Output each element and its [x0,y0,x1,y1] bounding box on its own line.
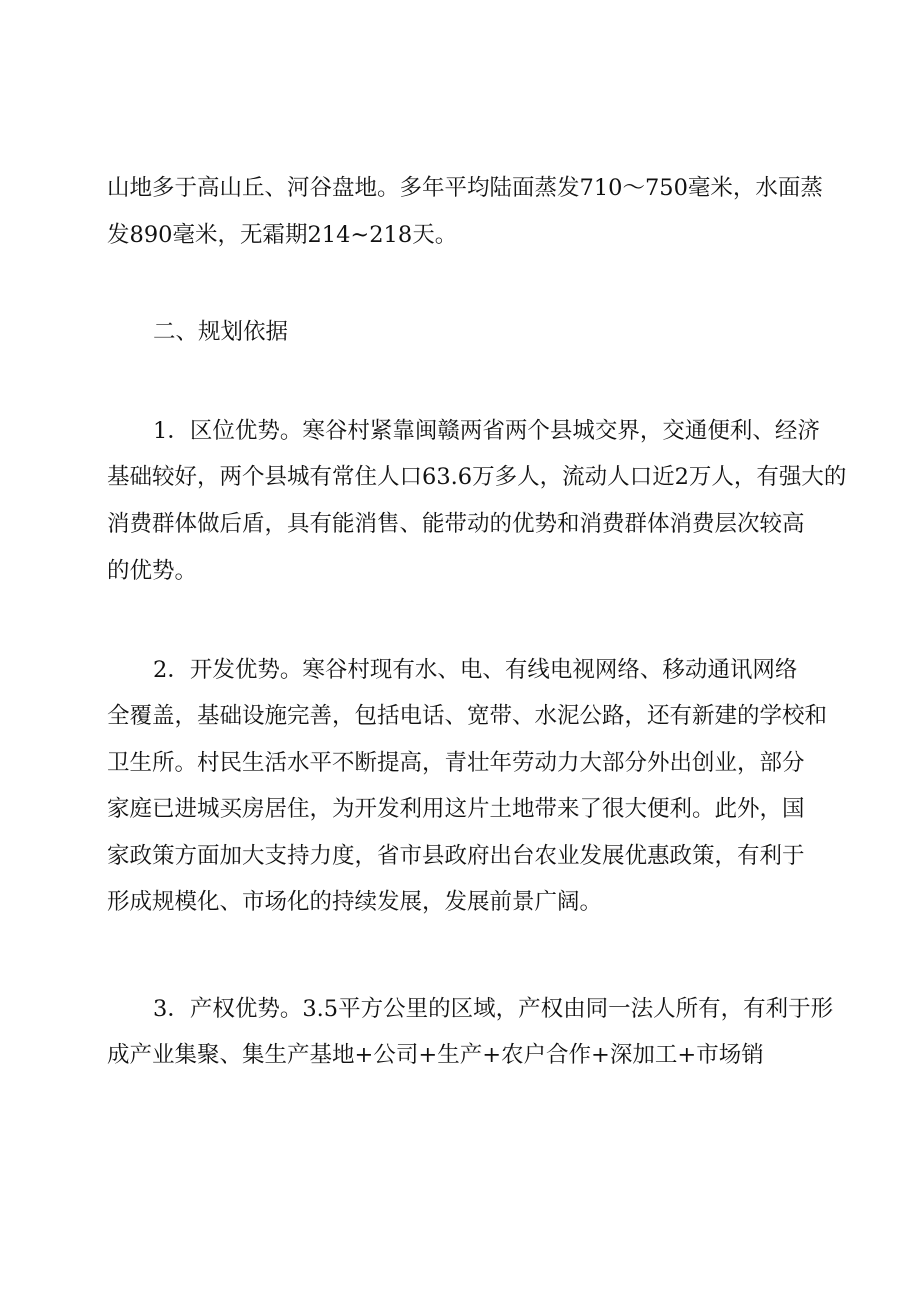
paragraph-line: 消费群体做后盾，具有能消售、能带动的优势和消费群体消费层次较高 [107,511,805,537]
paragraph-line: 全覆盖，基础设施完善，包括电话、宽带、水泥公路，还有新建的学校和 [107,703,828,729]
paragraph-line: 发890毫米，无霜期214~218天。 [107,222,458,248]
paragraph-line: 基础较好，两个县城有常住人口63.6万多人，流动人口近2万人，有强大的 [107,464,847,490]
paragraph-line: 山地多于高山丘、河谷盘地。多年平均陆面蒸发710～750毫米，水面蒸 [107,175,823,201]
section-heading: 二、规划依据 [153,319,289,345]
paragraph-line: 形成规模化、市场化的持续发展，发展前景广阔。 [107,889,603,915]
paragraph-line: 1．区位优势。寒谷村紧靠闽赣两省两个县城交界，交通便利、经济 [153,418,820,444]
paragraph-line: 成产业集聚、集生产基地+公司+生产+农户合作+深加工+市场销 [107,1042,764,1068]
paragraph-line: 家政策方面加大支持力度，省市县政府出台农业发展优惠政策，有利于 [107,843,805,869]
paragraph-line: 2．开发优势。寒谷村现有水、电、有线电视网络、移动通讯网络 [153,657,798,683]
paragraph-line: 卫生所。村民生活水平不断提高，青壮年劳动力大部分外出创业，部分 [107,750,805,776]
paragraph-line: 家庭已进城买房居住，为开发利用这片土地带来了很大便利。此外，国 [107,796,805,822]
paragraph-line: 的优势。 [107,558,198,584]
paragraph-line: 3．产权优势。3.5平方公里的区域，产权由同一法人所有，有利于形 [153,996,834,1022]
